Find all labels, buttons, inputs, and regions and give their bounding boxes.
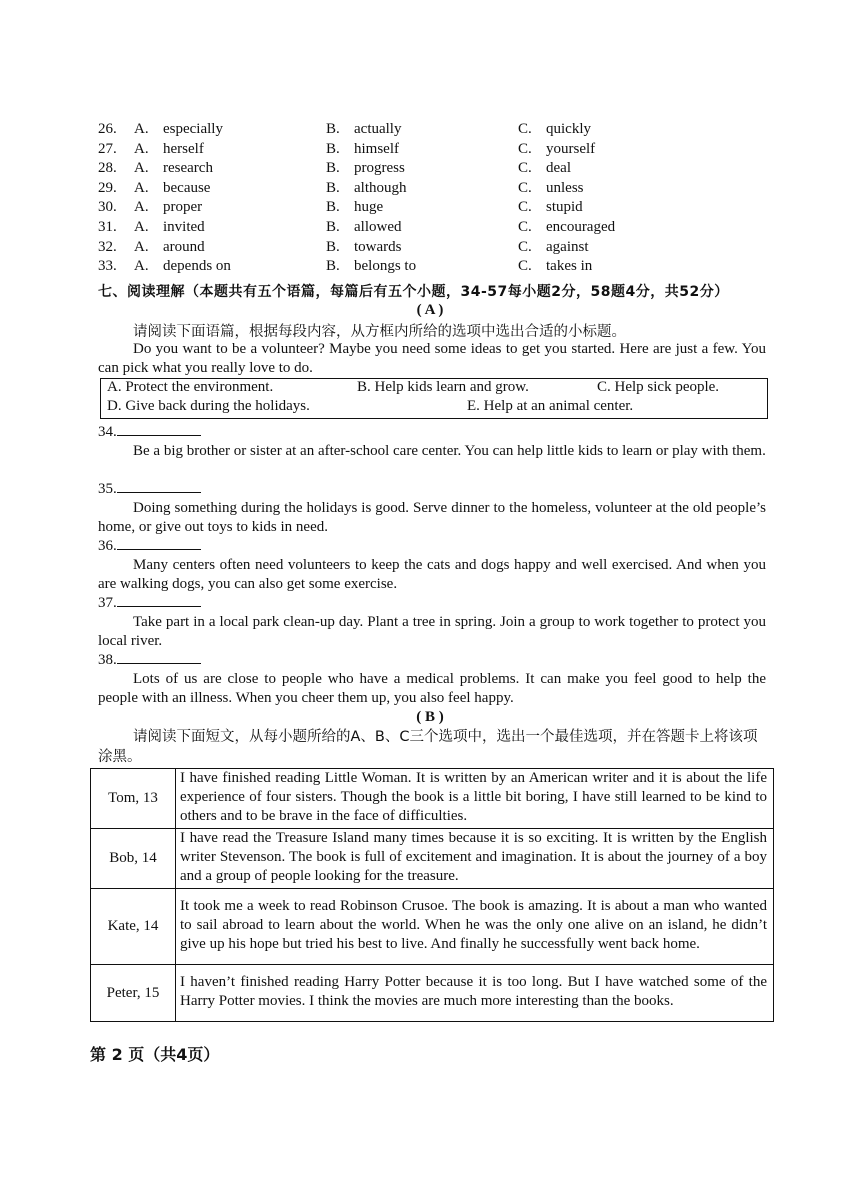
cloze-row xyxy=(98,218,738,238)
cloze-row xyxy=(98,140,738,160)
question-36-text xyxy=(98,556,766,594)
option-letter: B. xyxy=(326,179,340,196)
cloze-row xyxy=(98,159,738,179)
option-a: depends on xyxy=(163,258,231,275)
cloze-row xyxy=(98,257,738,277)
option-item: E. Help at an animal center. xyxy=(467,398,634,414)
answer-blank[interactable] xyxy=(117,480,201,493)
option-letter: C. xyxy=(518,121,532,137)
answer-blank[interactable] xyxy=(117,594,201,607)
option-item: B. Help kids learn and grow. xyxy=(357,379,529,395)
question-number: 28. xyxy=(98,160,117,177)
option-letter: B. xyxy=(326,160,340,177)
option-c: against xyxy=(546,238,589,255)
paragraph-text: Take part in a local park clean-up day. Plant a tree in spring. Join a group to work together to protect you local river. xyxy=(98,614,766,649)
question-34-text xyxy=(98,442,766,461)
question-35 xyxy=(98,480,201,498)
intro-text: Do you want to be a volunteer? Maybe you need some ideas to get you started. Here are just a few. You can pick what you really love to do. xyxy=(98,341,766,376)
part-a-label: ( A ) xyxy=(416,302,444,318)
option-letter: C. xyxy=(518,218,532,235)
option-b: allowed xyxy=(354,218,402,235)
table-row xyxy=(91,965,774,1022)
cloze-row xyxy=(98,198,738,218)
reviewer-name: Tom, 13 xyxy=(91,769,176,829)
book-reviews-table xyxy=(90,768,774,1022)
option-letter: B. xyxy=(326,140,340,157)
question-number: 32. xyxy=(98,238,117,255)
option-item: A. Protect the environment. xyxy=(107,379,274,395)
question-number: 30. xyxy=(98,199,117,216)
paragraph-text: Lots of us are close to people who have a medical problems. It can make you feel good to help the people with an illness. When you cheer them up, you also feel happy. xyxy=(98,671,766,706)
passage-intro xyxy=(98,340,766,378)
option-b: although xyxy=(354,179,407,196)
cloze-row xyxy=(98,120,738,140)
review-text: I have read the Treasure Island many times because it is so exciting. It is written by the English writer Stevenson. The book is full of excitement and imagination. It is about the journey of a boy and a group of people looking for the treasure. xyxy=(176,829,774,889)
option-a: invited xyxy=(163,218,205,235)
reviewer-name: Peter, 15 xyxy=(91,965,176,1022)
cloze-row xyxy=(98,238,738,258)
option-a: proper xyxy=(163,199,203,216)
section-heading: 七、阅读理解（本题共有五个语篇，每篇后有五个小题，34-57每小题2分，58题4分，共52分） xyxy=(98,284,729,300)
question-number: 33. xyxy=(98,258,117,275)
question-37-text xyxy=(98,613,766,651)
table-row xyxy=(91,829,774,889)
option-letter: A. xyxy=(134,218,149,235)
question-38 xyxy=(98,651,201,669)
answer-blank[interactable] xyxy=(117,537,201,550)
option-letter: B. xyxy=(326,258,340,275)
cloze-row xyxy=(98,179,738,199)
question-number: 37. xyxy=(98,595,117,611)
option-c: stupid xyxy=(546,199,583,216)
question-number: 38. xyxy=(98,652,117,668)
question-number: 31. xyxy=(98,218,117,235)
option-letter: C. xyxy=(518,238,532,255)
question-number: 27. xyxy=(98,140,117,157)
heading-options-box xyxy=(100,378,768,419)
question-35-text xyxy=(98,499,766,537)
reviewer-name: Kate, 14 xyxy=(91,889,176,965)
instruction-text: 请阅读下面短文，从每小题所给的A、B、C三个选项中，选出一个最佳选项，并在答题卡上将该项涂黑。 xyxy=(98,729,758,765)
option-letter: B. xyxy=(326,218,340,235)
option-letter: A. xyxy=(134,179,149,196)
answer-blank[interactable] xyxy=(117,651,201,664)
part-a-instruction: 请阅读下面语篇，根据每段内容，从方框内所给的选项中选出合适的小标题。 xyxy=(133,324,626,340)
paragraph-text: Many centers often need volunteers to keep the cats and dogs happy and well exercised. And when you are walking dogs, you can also get some exercise. xyxy=(98,557,766,592)
option-letter: C. xyxy=(518,160,532,177)
option-c: yourself xyxy=(546,140,596,157)
option-letter: C. xyxy=(518,179,532,196)
question-number: 35. xyxy=(98,481,117,497)
option-letter: C. xyxy=(518,199,532,216)
option-letter: A. xyxy=(134,160,149,177)
option-b: himself xyxy=(354,140,399,157)
option-c: quickly xyxy=(546,121,591,137)
answer-blank[interactable] xyxy=(117,423,201,436)
question-number: 29. xyxy=(98,179,117,196)
option-c: takes in xyxy=(546,258,593,275)
question-38-text xyxy=(98,670,766,708)
review-text: I haven’t finished reading Harry Potter because it is too long. But I have watched some of the Harry Potter movies. I think the movies are much more interesting than the books. xyxy=(176,965,774,1022)
question-number: 36. xyxy=(98,538,117,554)
reviewer-name: Bob, 14 xyxy=(91,829,176,889)
option-a: because xyxy=(163,179,211,196)
option-letter: B. xyxy=(326,199,340,216)
option-a: especially xyxy=(163,121,223,137)
option-a: herself xyxy=(163,140,204,157)
question-number: 34. xyxy=(98,424,117,440)
option-letter: A. xyxy=(134,258,149,275)
part-b-instruction xyxy=(98,727,766,767)
option-b: towards xyxy=(354,238,402,255)
option-letter: B. xyxy=(326,121,340,137)
option-letter: A. xyxy=(134,238,149,255)
part-b-label: ( B ) xyxy=(416,709,444,725)
page-number: 第 2 页（共4页） xyxy=(90,1045,220,1064)
question-36 xyxy=(98,537,201,555)
table-row xyxy=(91,769,774,829)
review-text: It took me a week to read Robinson Crusoe. The book is amazing. It is about a man who wanted to sail abroad to learn about the world. When he was the only one alive on an island, he didn’t give up his hope but tried his best to live. And finally he successfully went back home. xyxy=(176,889,774,965)
question-37 xyxy=(98,594,201,612)
option-a: around xyxy=(163,238,205,255)
option-letter: A. xyxy=(134,140,149,157)
option-c: unless xyxy=(546,179,584,196)
question-number: 26. xyxy=(98,121,117,137)
option-letter: B. xyxy=(326,238,340,255)
option-item: C. Help sick people. xyxy=(597,379,720,395)
paragraph-text: Doing something during the holidays is good. Serve dinner to the homeless, volunteer at the old people’s home, or give out toys to kids in need. xyxy=(98,500,766,535)
option-letter: A. xyxy=(134,199,149,216)
option-c: encouraged xyxy=(546,218,616,235)
option-b: huge xyxy=(354,199,384,216)
option-b: progress xyxy=(354,160,405,177)
question-34 xyxy=(98,423,201,441)
paragraph-text: Be a big brother or sister at an after-school care center. You can help little kids to learn or play with them. xyxy=(133,443,766,459)
option-b: belongs to xyxy=(354,258,417,275)
option-item: D. Give back during the holidays. xyxy=(107,398,310,414)
option-c: deal xyxy=(546,160,571,177)
option-letter: A. xyxy=(134,121,149,137)
option-letter: C. xyxy=(518,140,532,157)
option-letter: C. xyxy=(518,258,532,275)
cloze-options xyxy=(98,120,738,277)
option-a: research xyxy=(163,160,213,177)
review-text: I have finished reading Little Woman. It is written by an American writer and it is about the life experience of four sisters. Though the book is a little bit boring, I have still learned to be kind to others and to be brave in the face of difficulties. xyxy=(176,769,774,829)
table-row xyxy=(91,889,774,965)
option-b: actually xyxy=(354,121,402,137)
